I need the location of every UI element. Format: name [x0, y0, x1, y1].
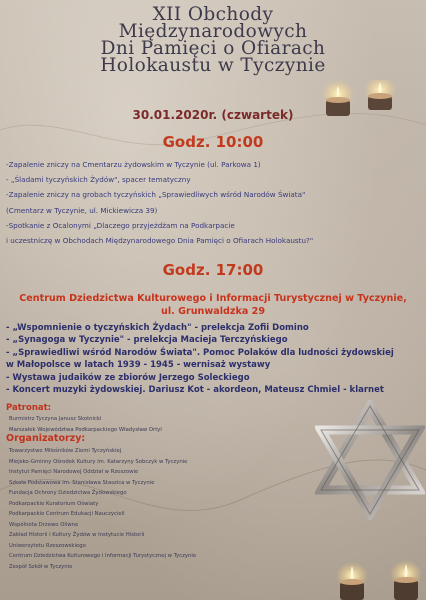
program-line: - „Synagoga w Tyczynie" - prelekcja Macieja Terczyńskiego — [6, 335, 288, 346]
event-date: 30.01.2020r. (czwartek) — [132, 108, 294, 122]
list-item: Marszałek Województwa Podkarpackiego Władysław Ortyl — [9, 426, 162, 433]
list-item: Zakład Historii i Kultury Żydów w Instytucie Historii — [9, 532, 145, 539]
patronat-list — [9, 414, 309, 435]
organizatorzy-list — [9, 446, 329, 573]
program-line: - Koncert muzyki żydowskiej. Dariusz Kot - akordeon, Mateusz Chmiel - klarnet — [6, 385, 384, 396]
session-2-venue — [0, 292, 426, 318]
list-item: Towarzystwo Miłośników Ziemi Tyczyńskiej — [9, 448, 122, 454]
program-line: - „Śladami tyczyńskich Żydów", spacer tematyczny — [6, 175, 191, 185]
list-item: Podkarpackie Kuratorium Oświaty — [9, 500, 99, 507]
session-1-program — [6, 157, 336, 248]
list-item: Instytut Pamięci Narodowej Oddział w Rzeszowie — [9, 469, 139, 476]
program-line: - „Sprawiedliwi wśród Narodów Świata". Pomoc Polaków dla ludności żydowskiej — [6, 347, 394, 358]
session-2-program — [6, 322, 418, 396]
patronat-label: Patronat: — [6, 403, 52, 413]
list-item: Zespół Szkół w Tyczynie — [9, 564, 73, 571]
session-2-time: Godz. 17:00 — [162, 261, 264, 279]
program-line: -Zapalenie zniczy na Cmentarzu żydowskim w Tyczynie (ul. Parkowa 1) — [6, 160, 261, 169]
program-line: w Małopolsce w latach 1939 - 1945 - wernisaż wystawy — [6, 360, 271, 371]
list-item: Burmistrz Tyczyna Janusz Skotnicki — [9, 416, 102, 422]
program-line: -Spotkanie z Ocalonymi „Dlaczego przyjeżdżam na Podkarpacie — [6, 220, 235, 230]
program-line: - „Wspomnienie o tyczyńskich Żydach" - prelekcja Zofii Domino — [6, 323, 309, 333]
title-line-2: Międzynarodowych — [118, 21, 308, 42]
list-item: Uniwersytetu Rzeszowskiego — [9, 542, 86, 549]
list-item: Podkarpackie Centrum Edukacji Nauczycieli — [9, 511, 125, 518]
program-line: i uczestniczę w Obchodach Międzynarodowego Dnia Pamięci o Ofiarach Holokaustu?" — [6, 236, 314, 246]
title-line-3: Dni Pamięci o Ofiarach — [100, 38, 326, 59]
list-item: Miejsko-Gminny Ośrodek Kultury im. Katarzyny Sobczyk w Tyczynie — [9, 458, 188, 465]
list-item: Centrum Dziedzictwa Kulturowego i Informacji Turystycznej w Tyczynie — [9, 553, 197, 560]
venue-line-1: Centrum Dziedzictwa Kulturowego i Informacji Turystycznej w Tyczynie, — [19, 293, 407, 304]
program-line: - Wystawa judaików ze zbiorów Jerzego Soleckiego — [6, 372, 250, 383]
program-line: -Zapalenie zniczy na grobach tyczyńskich „Sprawiedliwych wśród Narodów Świata" — [6, 190, 306, 200]
list-item: Szkoła Podstawowa im. Stanisława Staszica w Tyczynie — [9, 479, 155, 486]
organizatorzy-label: Organizatorzy: — [6, 433, 86, 444]
program-line: (Cmentarz w Tyczynie, ul. Mickiewicza 39) — [6, 205, 158, 215]
page-title — [0, 6, 426, 74]
list-item: Fundacja Ochrony Dziedzictwa Żydowskiego — [9, 490, 127, 497]
venue-line-2: ul. Grunwaldzka 29 — [161, 306, 265, 317]
star-of-david-icon — [315, 400, 425, 520]
list-item: Wspólnota Drzewo Oliwne — [9, 521, 79, 528]
title-line-1: XII Obchody — [152, 4, 274, 25]
title-line-4: Holokaustu w Tyczynie — [100, 55, 326, 76]
session-1-time: Godz. 10:00 — [162, 133, 264, 151]
candle-icon — [330, 552, 426, 600]
